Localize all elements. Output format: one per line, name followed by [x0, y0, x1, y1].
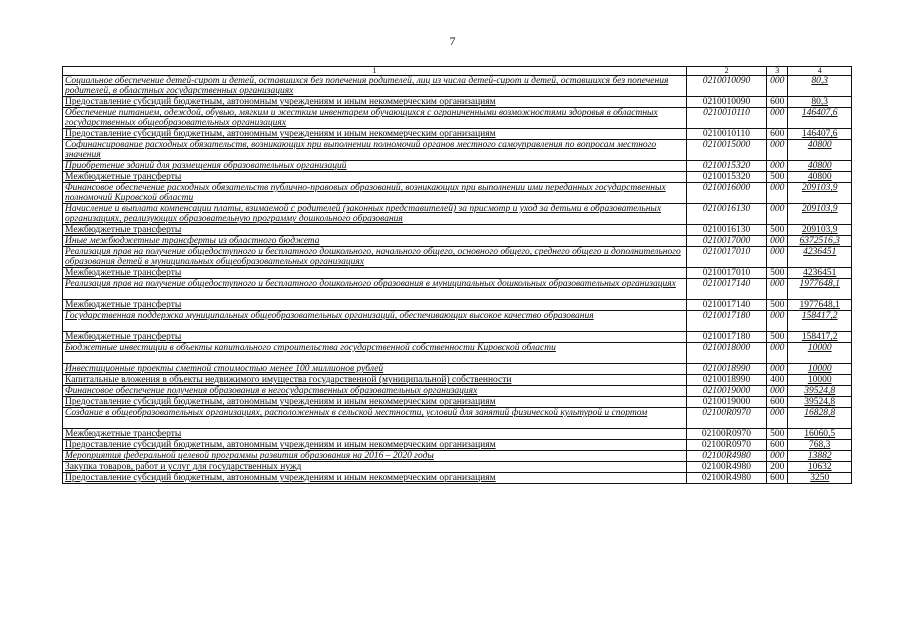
- row-code: 0210019000: [687, 397, 767, 408]
- header-col-type: 3: [766, 67, 788, 76]
- row-sum: 16828,8: [788, 408, 852, 429]
- row-name: Обеспечение питанием, одеждой, обувью, мягким и жестким инвентарем обучающихся с ограниченными возможностями здоровья в областных государственных общеобразовательных организациях: [63, 108, 687, 129]
- row-sum: 146407,6: [788, 129, 852, 140]
- row-code: 0210015320: [687, 161, 767, 172]
- table-body: [63, 76, 852, 484]
- table-row: [63, 332, 852, 343]
- row-code: 0210015320: [687, 172, 767, 183]
- row-name: Предоставление субсидий бюджетным, автономным учреждениям и иным некоммерческим организациям: [63, 440, 687, 451]
- row-type: 000: [766, 161, 788, 172]
- table-row: [63, 225, 852, 236]
- row-sum: 39524,8: [788, 386, 852, 397]
- row-sum: 80,3: [788, 76, 852, 97]
- table-header-row: [63, 67, 852, 76]
- row-name: Капитальные вложения в объекты недвижимого имущества государственной (муниципальной) собственности: [63, 375, 687, 386]
- table-row: [63, 408, 852, 429]
- row-code: 0210017010: [687, 268, 767, 279]
- header-col-code: 2: [687, 67, 767, 76]
- row-code: 0210018990: [687, 375, 767, 386]
- row-name: Межбюджетные трансферты: [63, 429, 687, 440]
- row-type: 000: [766, 408, 788, 429]
- row-type: 200: [766, 462, 788, 473]
- table-row: [63, 429, 852, 440]
- row-name: Создание в общеобразовательных организациях, расположенных в сельской местности, условий для занятий физической культурой и спортом: [63, 408, 687, 429]
- budget-table: [62, 66, 852, 484]
- row-name: Финансовое обеспечение получения образования в негосударственных образовательных организациях: [63, 386, 687, 397]
- row-name: Иные межбюджетные трансферты из областного бюджета: [63, 236, 687, 247]
- table-row: [63, 386, 852, 397]
- row-sum: 158417,2: [788, 332, 852, 343]
- row-type: 000: [766, 140, 788, 161]
- row-name: Начисление и выплата компенсации платы, взимаемой с родителей (законных представителей) за присмотр и уход за детьми в образовательных организациях, реализующих образовательную программу дошкольного образования: [63, 204, 687, 225]
- row-type: 000: [766, 183, 788, 204]
- row-sum: 40800: [788, 140, 852, 161]
- table-row: [63, 397, 852, 408]
- table-row: [63, 140, 852, 161]
- table-row: [63, 76, 852, 97]
- row-code: 0210010110: [687, 108, 767, 129]
- row-code: 0210016130: [687, 204, 767, 225]
- table-row: [63, 236, 852, 247]
- row-name: Межбюджетные трансферты: [63, 225, 687, 236]
- row-code: 0210010110: [687, 129, 767, 140]
- row-sum: 10000: [788, 343, 852, 364]
- row-name: Инвестиционные проекты сметной стоимостью менее 100 миллионов рублей: [63, 364, 687, 375]
- row-sum: 39524,8: [788, 397, 852, 408]
- header-col-name: 1: [63, 67, 687, 76]
- row-sum: 209103,9: [788, 204, 852, 225]
- row-name: Государственная поддержка муниципальных общеобразовательных организаций, обеспечивающих высокое качество образования: [63, 311, 687, 332]
- row-name: Предоставление субсидий бюджетным, автономным учреждениям и иным некоммерческим организациям: [63, 97, 687, 108]
- row-code: 02100R0970: [687, 408, 767, 429]
- row-code: 0210019000: [687, 386, 767, 397]
- row-type: 500: [766, 300, 788, 311]
- row-sum: 10000: [788, 364, 852, 375]
- table-row: [63, 108, 852, 129]
- row-name: Приобретение зданий для размещения образовательных организаций: [63, 161, 687, 172]
- row-type: 000: [766, 279, 788, 300]
- row-type: 000: [766, 386, 788, 397]
- row-code: 0210010090: [687, 97, 767, 108]
- row-type: 000: [766, 343, 788, 364]
- table-row: [63, 364, 852, 375]
- row-type: 000: [766, 76, 788, 97]
- row-type: 600: [766, 97, 788, 108]
- row-sum: 80,3: [788, 97, 852, 108]
- table-row: [63, 279, 852, 300]
- row-name: Межбюджетные трансферты: [63, 268, 687, 279]
- row-type: 600: [766, 397, 788, 408]
- row-type: 500: [766, 172, 788, 183]
- row-name: Межбюджетные трансферты: [63, 332, 687, 343]
- row-code: 02100R4980: [687, 451, 767, 462]
- table-row: [63, 161, 852, 172]
- row-code: 0210016000: [687, 183, 767, 204]
- row-code: 0210017010: [687, 247, 767, 268]
- row-name: Софинансирование расходных обязательств, возникающих при выполнении полномочий органов местного самоуправления по вопросам местного значения: [63, 140, 687, 161]
- row-type: 000: [766, 364, 788, 375]
- row-code: 0210017180: [687, 332, 767, 343]
- row-name: Реализация прав на получение общедоступного и бесплатного дошкольного, начального общего, основного общего, среднего общего и дополнительного образования детей в муниципальных общеобразовательных организациях: [63, 247, 687, 268]
- row-type: 500: [766, 429, 788, 440]
- table-row: [63, 462, 852, 473]
- table-row: [63, 451, 852, 462]
- row-code: 0210017140: [687, 279, 767, 300]
- row-type: 500: [766, 332, 788, 343]
- page-number: 7: [449, 34, 456, 48]
- table-row: [63, 440, 852, 451]
- table-row: [63, 247, 852, 268]
- table-row: [63, 172, 852, 183]
- row-code: 0210017140: [687, 300, 767, 311]
- row-name: Социальное обеспечение детей-сирот и детей, оставшихся без попечения родителей, лиц из числа детей-сирот и детей, оставшихся без попечения родителей, в областных государственных организациях: [63, 76, 687, 97]
- row-sum: 6372516,3: [788, 236, 852, 247]
- row-code: 0210016130: [687, 225, 767, 236]
- row-name: Межбюджетные трансферты: [63, 172, 687, 183]
- row-code: 0210017180: [687, 311, 767, 332]
- row-sum: 146407,6: [788, 108, 852, 129]
- row-type: 000: [766, 108, 788, 129]
- row-sum: 3250: [788, 473, 852, 484]
- row-code: 0210018990: [687, 364, 767, 375]
- row-code: 02100R4980: [687, 473, 767, 484]
- row-type: 000: [766, 204, 788, 225]
- row-code: 0210015000: [687, 140, 767, 161]
- table-row: [63, 97, 852, 108]
- row-sum: 1977648,1: [788, 300, 852, 311]
- row-name: Межбюджетные трансферты: [63, 300, 687, 311]
- row-type: 600: [766, 129, 788, 140]
- row-name: Мероприятия федеральной целевой программы развития образования на 2016 – 2020 годы: [63, 451, 687, 462]
- table-row: [63, 129, 852, 140]
- row-name: Финансовое обеспечение расходных обязательств публично-правовых образований, возникающих при выполнении ими переданных государственных полномочий Кировской области: [63, 183, 687, 204]
- row-sum: 158417,2: [788, 311, 852, 332]
- row-name: Бюджетные инвестиции в объекты капитального строительства государственной собственности Кировской области: [63, 343, 687, 364]
- row-type: 600: [766, 440, 788, 451]
- row-name: Предоставление субсидий бюджетным, автономным учреждениям и иным некоммерческим организациям: [63, 397, 687, 408]
- row-type: 600: [766, 473, 788, 484]
- row-type: 500: [766, 225, 788, 236]
- row-sum: 4236451: [788, 268, 852, 279]
- row-sum: 1977648,1: [788, 279, 852, 300]
- table-row: [63, 204, 852, 225]
- row-type: 000: [766, 236, 788, 247]
- row-name: Предоставление субсидий бюджетным, автономным учреждениям и иным некоммерческим организациям: [63, 473, 687, 484]
- table-row: [63, 375, 852, 386]
- row-sum: 10000: [788, 375, 852, 386]
- row-sum: 768,3: [788, 440, 852, 451]
- row-type: 000: [766, 451, 788, 462]
- row-sum: 40800: [788, 172, 852, 183]
- row-name: Предоставление субсидий бюджетным, автономным учреждениям и иным некоммерческим организациям: [63, 129, 687, 140]
- row-code: 02100R0970: [687, 440, 767, 451]
- row-type: 000: [766, 311, 788, 332]
- row-sum: 40800: [788, 161, 852, 172]
- table-row: [63, 268, 852, 279]
- row-code: 02100R4980: [687, 462, 767, 473]
- row-sum: 13882: [788, 451, 852, 462]
- header-col-sum: 4: [788, 67, 852, 76]
- row-sum: 209103,9: [788, 183, 852, 204]
- table-row: [63, 300, 852, 311]
- row-type: 400: [766, 375, 788, 386]
- table-row: [63, 343, 852, 364]
- table-row: [63, 183, 852, 204]
- table-row: [63, 473, 852, 484]
- table-row: [63, 311, 852, 332]
- row-code: 02100R0970: [687, 429, 767, 440]
- row-sum: 10632: [788, 462, 852, 473]
- row-name: Реализация прав на получение общедоступного и бесплатного дошкольного образования в муниципальных дошкольных образовательных организациях: [63, 279, 687, 300]
- row-sum: 209103,9: [788, 225, 852, 236]
- row-name: Закупка товаров, работ и услуг для государственных нужд: [63, 462, 687, 473]
- row-type: 000: [766, 247, 788, 268]
- row-sum: 4236451: [788, 247, 852, 268]
- row-sum: 16060,5: [788, 429, 852, 440]
- row-code: 0210018000: [687, 343, 767, 364]
- row-code: 0210017000: [687, 236, 767, 247]
- row-code: 0210010090: [687, 76, 767, 97]
- row-type: 500: [766, 268, 788, 279]
